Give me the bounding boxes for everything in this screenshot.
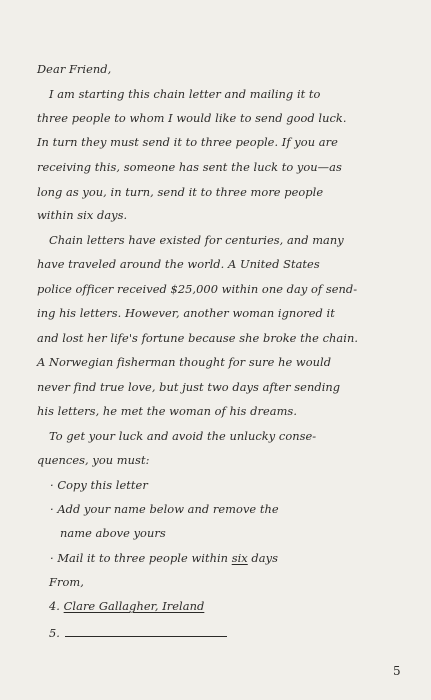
paragraph-2-line-3: police officer received $25,000 within one day of send- <box>37 282 358 296</box>
bullet-mail-end: days <box>247 551 278 565</box>
blank-signature-line <box>65 625 227 637</box>
entry-4-name: Clare Gallagher, Ireland <box>63 599 205 613</box>
paragraph-1-line-1: I am starting this chain letter and mailing it to <box>49 87 321 101</box>
paragraph-2-line-5: and lost her life's fortune because she broke the chain. <box>37 331 359 345</box>
bullet-add-name-line-1: · Add your name below and remove the <box>50 502 279 516</box>
page-number: 5 <box>393 664 401 678</box>
entry-4 <box>49 601 204 612</box>
paragraph-2-line-2: have traveled around the world. A United States <box>37 257 320 271</box>
entry-4-number: 4. <box>49 599 60 613</box>
paragraph-2-line-8: his letters, he met the woman of his dreams. <box>37 404 298 418</box>
bullet-mail-text: · Mail it to three people within <box>50 551 232 565</box>
paragraph-1-line-4: receiving this, someone has sent the luck to you—as <box>37 160 342 174</box>
entry-5-number: 5. <box>49 626 60 640</box>
salutation: Dear Friend, <box>37 62 112 76</box>
entry-5 <box>49 625 227 639</box>
bullet-copy-letter: · Copy this letter <box>50 478 148 492</box>
paragraph-1-line-2: three people to whom I would like to send good luck. <box>37 111 347 125</box>
paragraph-2-line-7: never find true love, but just two days after sending <box>37 380 341 394</box>
paragraph-1-line-6: within six days. <box>37 208 128 222</box>
from-label: From, <box>49 575 84 589</box>
paragraph-2-line-1: Chain letters have existed for centuries, and many <box>49 233 344 247</box>
paragraph-1-line-5: long as you, in turn, send it to three more people <box>37 185 324 199</box>
paragraph-3-line-1: To get your luck and avoid the unlucky conse- <box>49 429 317 443</box>
paragraph-3-line-2: quences, you must: <box>37 453 150 467</box>
bullet-mail-letter <box>50 553 278 564</box>
paragraph-1-line-3: In turn they must send it to three people. If you are <box>37 135 338 149</box>
paragraph-2-line-4: ing his letters. However, another woman ignored it <box>37 306 335 320</box>
underlined-six: six <box>231 551 248 565</box>
paragraph-2-line-6: A Norwegian fisherman thought for sure he would <box>37 355 332 369</box>
bullet-add-name-line-2: name above yours <box>60 526 166 540</box>
